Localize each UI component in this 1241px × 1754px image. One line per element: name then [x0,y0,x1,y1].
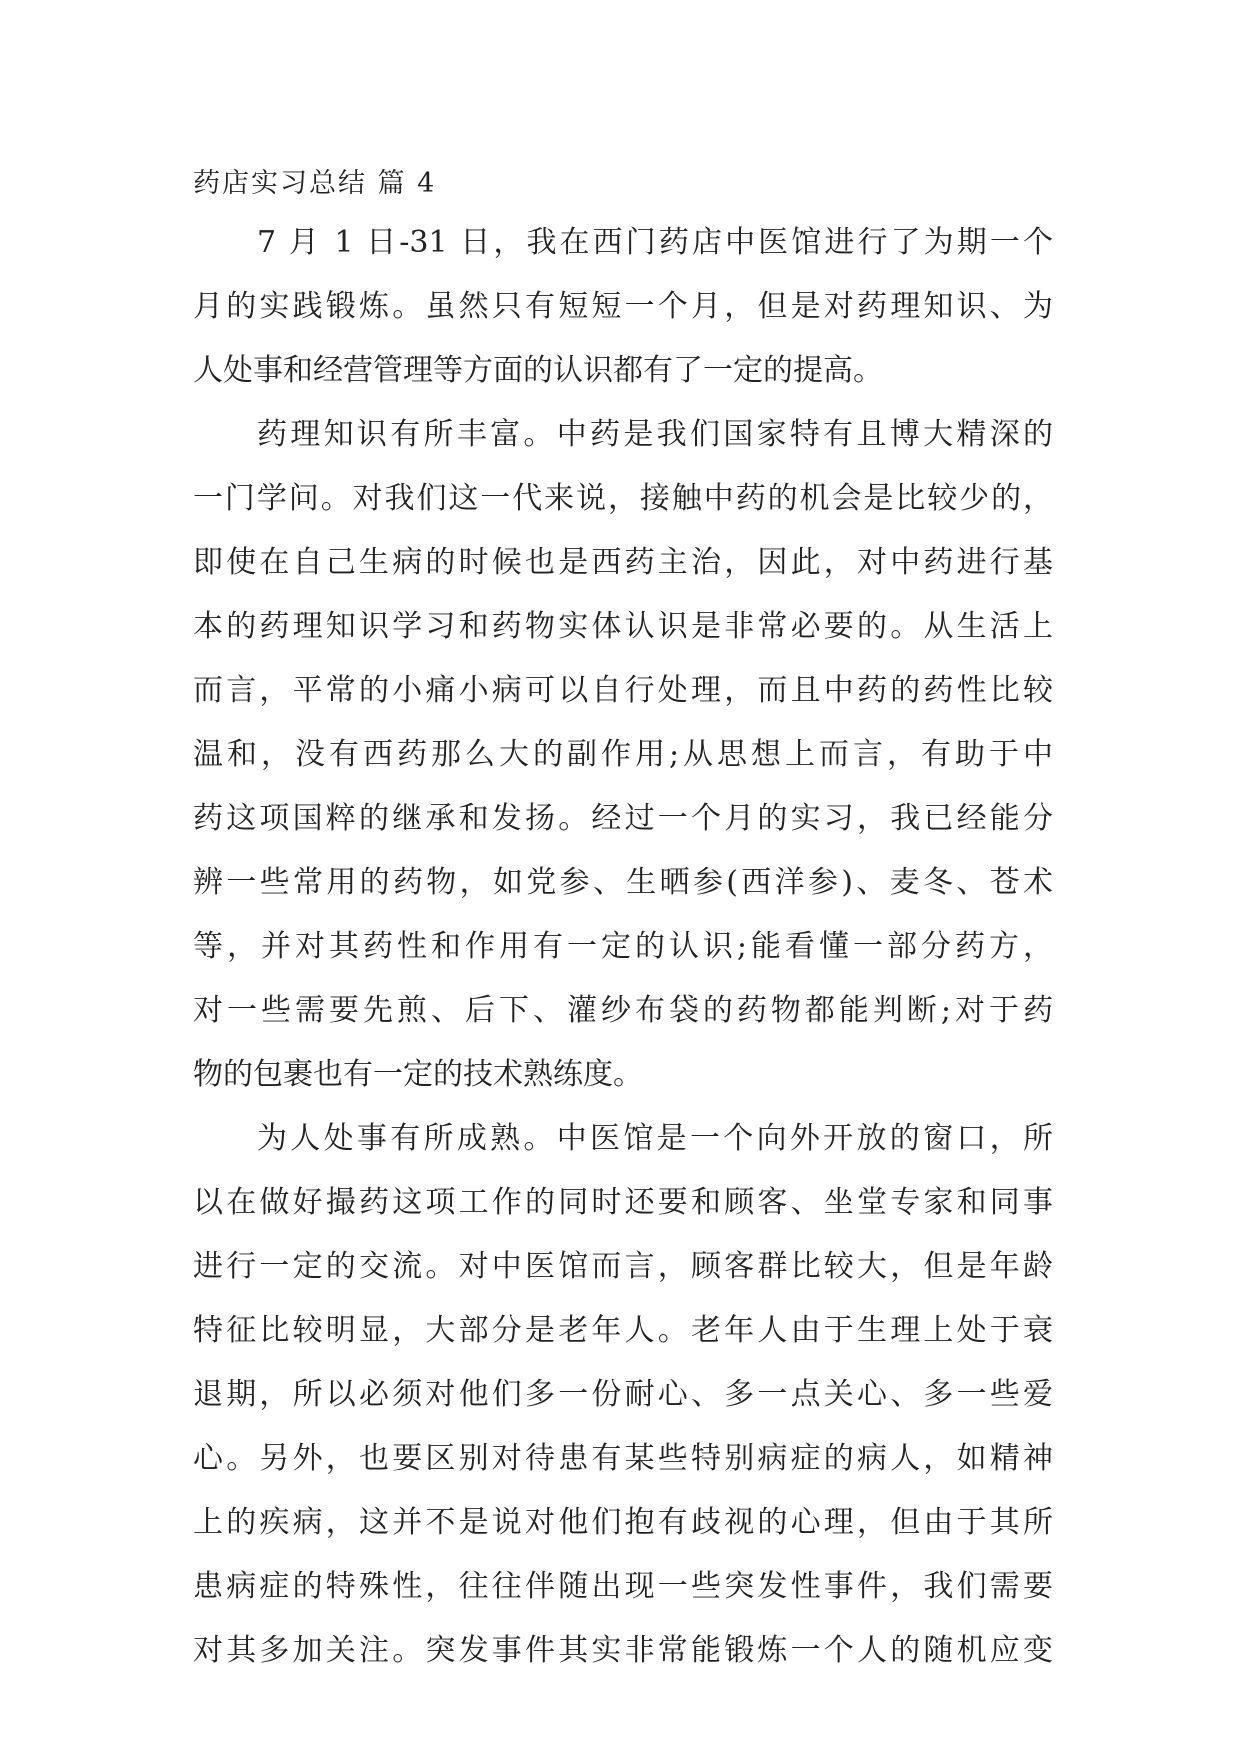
document-body [193,223,1053,1695]
text-line: 进行一定的交流。对中医馆而言，顾客群比较大，但是年龄 [193,1249,1053,1284]
text-line: 温和，没有西药那么大的副作用;从思想上而言，有助于中 [193,737,1053,772]
document-title: 药店实习总结 篇 4 [193,168,437,199]
text-line: 物的包裹也有一定的技术熟练度。 [193,1057,643,1092]
text-line: 药这项国粹的继承和发扬。经过一个月的实习，我已经能分 [193,801,1053,836]
text-line: 月的实践锻炼。虽然只有短短一个月，但是对药理知识、为 [193,289,1053,324]
text-line: 即使在自己生病的时候也是西药主治，因此，对中药进行基 [193,545,1053,580]
text-line: 特征比较明显，大部分是老年人。老年人由于生理上处于衰 [193,1313,1053,1348]
text-line: 上的疾病，这并不是说对他们抱有歧视的心理，但由于其所 [193,1505,1053,1540]
text-line: 退期，所以必须对他们多一份耐心、多一点关心、多一些爱 [193,1377,1053,1412]
text-line: 对一些需要先煎、后下、灌纱布袋的药物都能判断;对于药 [193,993,1053,1028]
text-line: 等，并对其药性和作用有一定的认识;能看懂一部分药方， [193,929,1053,964]
text-line: 而言，平常的小痛小病可以自行处理，而且中药的药性比较 [193,673,1053,708]
text-line: 7 月 1 日-31 日，我在西门药店中医馆进行了为期一个 [257,225,1053,260]
text-line: 一门学问。对我们这一代来说，接触中药的机会是比较少的， [193,481,1053,516]
text-line: 心。另外，也要区别对待患有某些特别病症的病人，如精神 [193,1441,1053,1476]
text-line: 本的药理知识学习和药物实体认识是非常必要的。从生活上 [193,609,1053,644]
text-line: 对其多加关注。突发事件其实非常能锻炼一个人的随机应变 [193,1633,1053,1668]
text-line: 辨一些常用的药物，如党参、生晒参(西洋参)、麦冬、苍术 [193,865,1053,900]
text-line: 人处事和经营管理等方面的认识都有了一定的提高。 [193,353,883,388]
text-line: 为人处事有所成熟。中医馆是一个向外开放的窗口，所 [257,1121,1053,1156]
text-line: 药理知识有所丰富。中药是我们国家特有且博大精深的 [257,417,1053,452]
text-line: 患病症的特殊性，往往伴随出现一些突发性事件，我们需要 [193,1569,1053,1604]
text-line: 以在做好撮药这项工作的同时还要和顾客、坐堂专家和同事 [193,1185,1053,1220]
